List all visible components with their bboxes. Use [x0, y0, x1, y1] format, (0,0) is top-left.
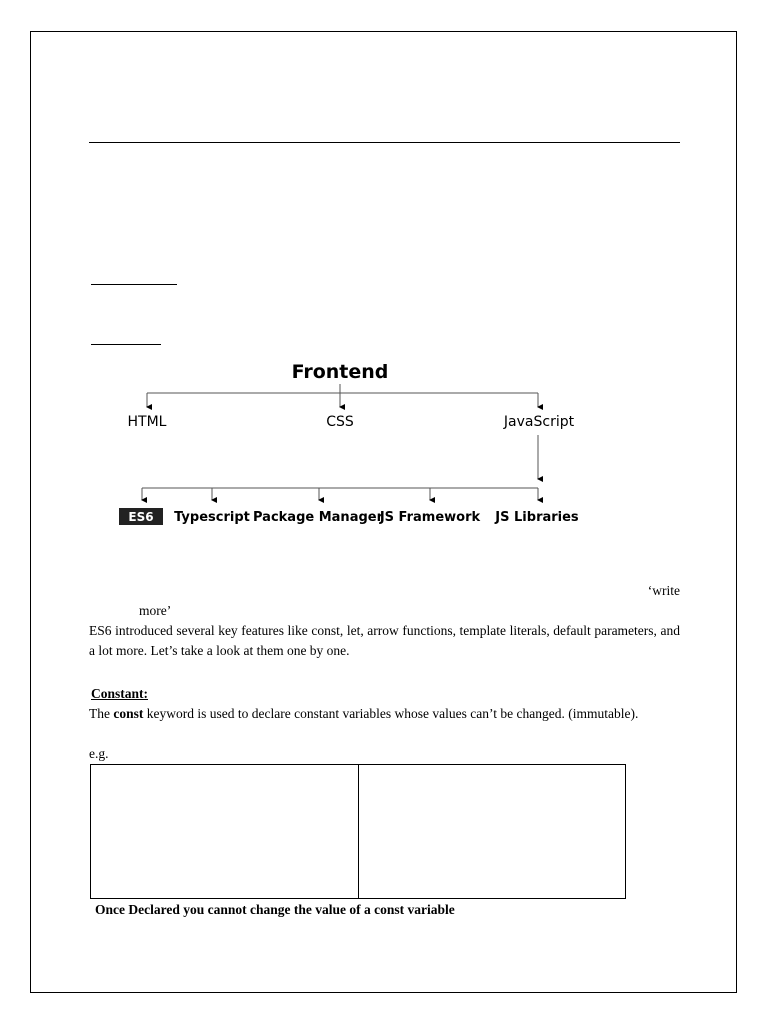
- example-table: [90, 764, 626, 899]
- header-rule: [89, 142, 680, 143]
- example-caption: Once Declared you cannot change the value of a const variable: [95, 902, 455, 917]
- node-html: HTML: [127, 414, 167, 430]
- example-label: e.g.: [89, 746, 109, 761]
- const-paragraph: [89, 704, 680, 724]
- node-typescript: Typescript: [174, 510, 250, 525]
- quote-end-text: more’: [139, 603, 172, 618]
- node-es6: ES6: [128, 510, 154, 524]
- quote-start-text: ‘write: [647, 583, 680, 598]
- example-cell-right: [358, 765, 626, 898]
- node-js-libraries: JS Libraries: [495, 510, 579, 525]
- node-js-framework: JS Framework: [379, 510, 481, 525]
- underline-placeholder-2: [91, 344, 161, 345]
- node-css: CSS: [326, 414, 354, 430]
- const-prefix: The: [89, 706, 110, 721]
- node-package-manager: Package Manager: [253, 510, 383, 525]
- example-cell-left: [91, 765, 358, 898]
- frontend-tree-diagram: [0, 355, 768, 535]
- underline-placeholder-1: [91, 284, 177, 285]
- const-keyword: const: [113, 706, 144, 721]
- intro-paragraph: ES6 introduced several key features like const, let, arrow functions, template literals, default parameters, and a lot more. Let’s take a look at them one by one.: [89, 623, 680, 658]
- node-javascript: JavaScript: [503, 414, 575, 430]
- node-frontend: Frontend: [291, 361, 389, 383]
- const-description: keyword is used to declare constant variables whose values can’t be changed. (immutable).: [146, 706, 639, 721]
- section-heading-constant: Constant:: [91, 686, 149, 701]
